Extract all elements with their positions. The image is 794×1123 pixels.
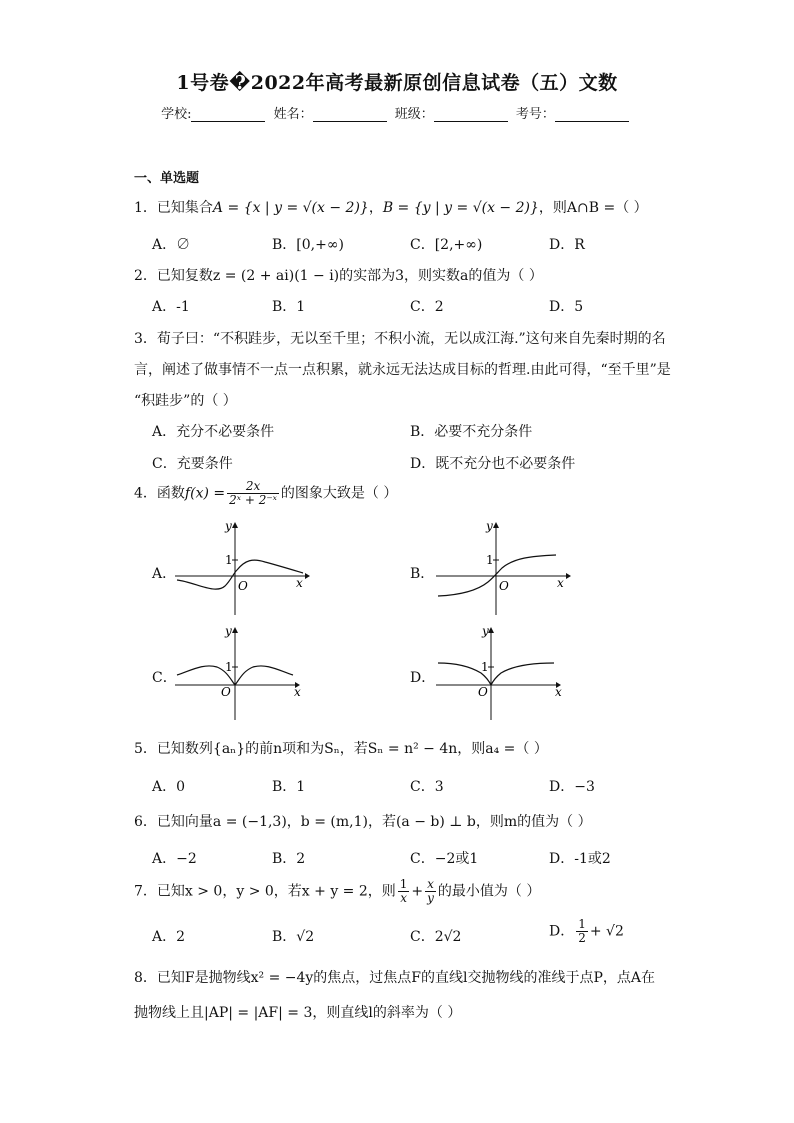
- exam-number-blank[interactable]: [555, 108, 629, 122]
- question-3-line-2: 言，阐述了做事情不一点一点积累，就永远无法达成目标的哲理.由此可得，“至千里”是: [134, 362, 671, 378]
- q1-suffix: ，则A∩B =（ ）: [538, 200, 648, 216]
- q7-fraction-2-den: y: [427, 891, 434, 905]
- school-blank[interactable]: [191, 108, 265, 122]
- q3-option-c[interactable]: C．充要条件: [152, 456, 233, 472]
- tick-label-one: 1: [486, 553, 494, 567]
- q1-set-a: A = {x | y = √(x − 2)}: [212, 200, 369, 216]
- q7-prefix: 7．已知x > 0，y > 0，若x + y = 2，则: [134, 883, 396, 900]
- q4-graph-d[interactable]: [436, 625, 571, 720]
- q4-denominator: 2ˣ + 2⁻ˣ: [229, 493, 277, 507]
- question-3-line-1: 3．荀子曰：“不积跬步，无以至千里；不积小流，无以成江海.”这句来自先秦时期的名: [134, 331, 666, 347]
- origin-label: O: [238, 579, 248, 593]
- q6-option-d[interactable]: D．-1或2: [549, 851, 611, 867]
- q1-option-d[interactable]: D．R: [549, 237, 585, 253]
- q7-option-d-den: 2: [578, 931, 586, 945]
- q5-option-d[interactable]: D．−3: [549, 779, 595, 795]
- q3-option-b[interactable]: B．必要不充分条件: [410, 424, 533, 440]
- question-2: 2．已知复数z = (2 + ai)(1 − i)的实部为3，则实数a的值为（ ）: [134, 268, 543, 284]
- q4-graph-b[interactable]: [436, 520, 571, 615]
- q4-option-c-label[interactable]: C．: [152, 670, 177, 686]
- tick-label-one: 1: [225, 553, 233, 567]
- school-label: 学校:: [161, 107, 192, 122]
- q7-option-d-suffix: + √2: [589, 923, 624, 940]
- name-blank[interactable]: [313, 108, 387, 122]
- q7-option-d-prefix: D．: [549, 923, 575, 940]
- q1-set-b: B = {y | y = √(x − 2)}: [382, 200, 539, 216]
- axis-label-x: x: [557, 576, 564, 590]
- q4-prefix: 4．函数: [134, 485, 185, 502]
- question-6: 6．已知向量a = (−1,3)，b = (m,1)，若(a − b) ⊥ b，则m的值为（ ）: [134, 814, 592, 830]
- q7-option-b[interactable]: B．√2: [272, 929, 315, 945]
- axis-label-y: y: [225, 624, 232, 638]
- class-label: 班级：: [394, 107, 434, 122]
- curve-d: [438, 663, 554, 685]
- q7-option-a[interactable]: A．2: [152, 929, 186, 945]
- q3-option-a[interactable]: A．充分不必要条件: [152, 424, 275, 440]
- q4-graph-c[interactable]: [175, 625, 310, 720]
- q3-option-d[interactable]: D．既不充分也不必要条件: [410, 456, 576, 472]
- student-info-line: [0, 103, 794, 122]
- class-blank[interactable]: [434, 108, 508, 122]
- y-arrow-icon: [232, 627, 238, 633]
- q1-option-c[interactable]: C．[2,+∞): [410, 237, 483, 253]
- q2-option-b[interactable]: B．1: [272, 299, 306, 315]
- name-label: 姓名：: [273, 107, 313, 122]
- q7-fraction-1-den: x: [400, 891, 407, 905]
- x-arrow-icon: [566, 573, 571, 579]
- q1-option-b[interactable]: B．[0,+∞): [272, 237, 344, 253]
- q7-fraction-2: [425, 878, 436, 905]
- q4-fraction: [227, 480, 279, 507]
- x-arrow-icon: [305, 573, 310, 579]
- tick-label-one: 1: [225, 660, 233, 674]
- q1-option-a[interactable]: A．∅: [152, 237, 191, 253]
- question-4: [134, 480, 397, 507]
- question-3-line-3: “积跬步”的（ ）: [134, 393, 237, 409]
- q6-option-c[interactable]: C．−2或1: [410, 851, 479, 867]
- q1-sep: ，: [368, 200, 383, 216]
- y-arrow-icon: [232, 522, 238, 528]
- q7-option-d-num: 1: [578, 917, 586, 931]
- q7-option-c[interactable]: C．2√2: [410, 929, 462, 945]
- q7-fraction-1: [398, 878, 410, 905]
- exam-title: 1号卷�2022年高考最新原创信息试卷（五）文数: [176, 72, 618, 94]
- q2-option-d[interactable]: D．5: [549, 299, 584, 315]
- exam-number-label: 考号：: [515, 107, 555, 122]
- question-8-line-1: 8．已知F是抛物线x² = −4y的焦点，过焦点F的直线l交抛物线的准线于点P，点A在: [134, 970, 656, 986]
- q7-option-d[interactable]: [549, 918, 624, 945]
- q4-option-d-label[interactable]: D．: [410, 670, 436, 686]
- question-5: 5．已知数列{aₙ}的前n项和为Sₙ，若Sₙ = n² − 4n，则a₄ =（ ）: [134, 741, 548, 757]
- axis-label-x: x: [555, 685, 562, 699]
- q4-suffix: 的图象大致是（ ）: [280, 485, 398, 502]
- question-8-line-2: 抛物线上且|AP| = |AF| = 3，则直线l的斜率为（ ）: [134, 1005, 462, 1021]
- q5-option-c[interactable]: C．3: [410, 779, 444, 795]
- origin-label: O: [221, 685, 231, 699]
- q7-fraction-2-num: x: [427, 877, 434, 891]
- q2-option-c[interactable]: C．2: [410, 299, 444, 315]
- q5-option-b[interactable]: B．1: [272, 779, 306, 795]
- question-1: [134, 197, 648, 217]
- y-arrow-icon: [488, 627, 494, 633]
- axis-label-y: y: [225, 519, 232, 533]
- q6-option-b[interactable]: B．2: [272, 851, 306, 867]
- q7-option-d-fraction: [576, 918, 588, 945]
- question-7: [134, 878, 540, 905]
- q4-option-b-label[interactable]: B．: [410, 566, 435, 582]
- y-arrow-icon: [493, 522, 499, 528]
- axis-label-y: y: [482, 624, 489, 638]
- axis-label-x: x: [296, 576, 303, 590]
- q5-option-a[interactable]: A．0: [152, 779, 186, 795]
- section-title: 一、单选题: [134, 171, 200, 186]
- q7-suffix: 的最小值为（ ）: [437, 883, 541, 900]
- q6-option-a[interactable]: A．−2: [152, 851, 197, 867]
- q4-numerator: 2x: [227, 480, 279, 494]
- q4-function: f(x) =: [184, 485, 226, 502]
- q7-fraction-1-num: 1: [399, 877, 408, 891]
- q2-option-a[interactable]: A．-1: [152, 299, 190, 315]
- axis-label-x: x: [294, 685, 301, 699]
- q4-graph-a[interactable]: [175, 520, 310, 615]
- tick-label-one: 1: [481, 660, 489, 674]
- q4-option-a-label[interactable]: A．: [152, 566, 177, 582]
- origin-label: O: [499, 579, 509, 593]
- q1-prefix: 1．已知集合: [134, 200, 213, 216]
- axis-label-y: y: [486, 519, 493, 533]
- q7-plus: +: [411, 883, 424, 900]
- origin-label: O: [478, 685, 488, 699]
